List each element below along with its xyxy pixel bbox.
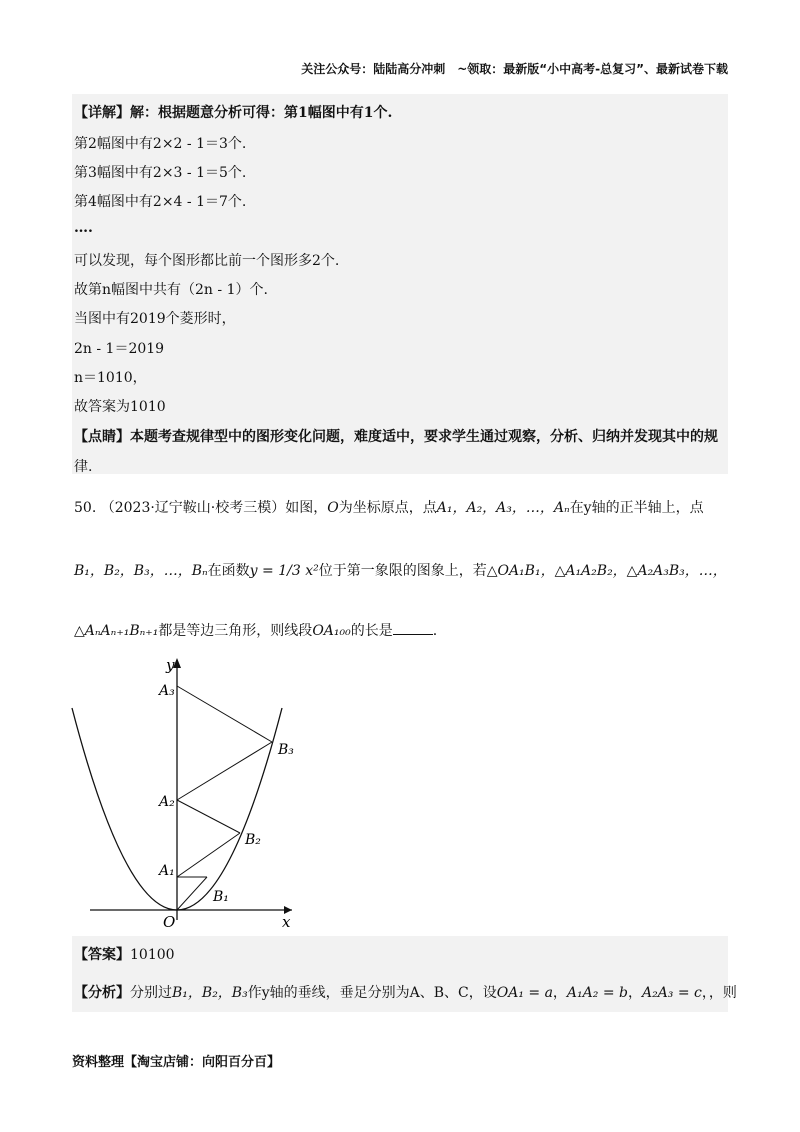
problem-text: 为坐标原点，点	[338, 500, 437, 516]
function-expression: y = 1/3 x²	[249, 563, 319, 579]
problem-text: 的长是	[350, 623, 393, 639]
b-points: B₁，B₂，B₃，…，Bₙ	[74, 563, 208, 579]
solution-line: 【点睛】本题考查规律型中的图形变化问题，难度适中，要求学生通过观察，分析、归纳并发现其中的规	[74, 429, 718, 445]
problem-line-1	[74, 497, 704, 517]
analysis-eq: A₂A₃ = c	[641, 985, 702, 1001]
segment-oa100: OA₁₀₀	[312, 623, 351, 639]
a-points: A₁，A₂，A₃，…，Aₙ	[436, 500, 570, 516]
problem-text: 位于第一象限的图象上，若	[318, 563, 487, 579]
triangle-edge	[177, 800, 240, 833]
solution-line: ….	[74, 220, 93, 236]
solution-line: 律.	[74, 459, 93, 475]
origin-label: O	[163, 913, 176, 931]
problem-text: .	[432, 623, 438, 639]
point-b3-label: B₃	[278, 742, 294, 758]
point-b1-label: B₁	[213, 889, 229, 905]
triangle-n: △AₙAₙ₊₁Bₙ₊₁	[74, 623, 159, 639]
y-axis-label: y	[166, 656, 175, 674]
point-a2-label: A₂	[159, 794, 175, 810]
solution-line: 第4幅图中有2×4 - 1＝7个.	[74, 194, 247, 210]
problem-line-2	[74, 560, 727, 580]
solution-line: n＝1010，	[74, 370, 147, 386]
x-axis-label: x	[282, 913, 291, 931]
answer-label: 【答案】	[74, 947, 130, 963]
solution-line: 当图中有2019个菱形时，	[74, 311, 236, 327]
page-footer: 资料整理【淘宝店铺：向阳百分百】	[72, 1055, 281, 1070]
answer-blank	[393, 622, 433, 635]
answer-line	[74, 944, 175, 964]
solution-line: 故答案为1010	[74, 399, 166, 415]
parabola-figure	[60, 650, 320, 932]
origin-symbol: O	[327, 500, 339, 516]
problem-source: （2023·辽宁鞍山·校考三模）如图，	[100, 500, 328, 516]
solution-line: 第2幅图中有2×2 - 1＝3个.	[74, 136, 247, 152]
analysis-text: 分别过	[130, 985, 172, 1001]
page-header: 关注公众号：陆陆高分冲刺 ~领取：最新版“小中高考-总复习”、最新试卷下载	[301, 62, 728, 76]
analysis-text: 作y轴的垂线，垂足分别为A、B、C，设	[247, 985, 497, 1001]
point-a3-label: A₃	[159, 683, 175, 699]
answer-value: 10100	[130, 947, 175, 963]
point-a1-label: A₁	[159, 863, 175, 879]
problem-line-3	[74, 620, 437, 640]
triangle-edge	[177, 833, 240, 877]
solution-line: 2n - 1＝2019	[74, 341, 165, 357]
triangle-edge	[177, 877, 207, 910]
analysis-points: B₁，B₂，B₃	[172, 985, 248, 1001]
triangles-list: △OA₁B₁，△A₁A₂B₂，△A₂A₃B₃，…，	[486, 563, 727, 579]
solution-line: 第3幅图中有2×3 - 1＝5个.	[74, 165, 247, 181]
problem-text: 在函数	[207, 563, 250, 579]
point-b2-label: B₂	[245, 832, 261, 848]
problem-text: 都是等边三角形，则线段	[158, 623, 313, 639]
problem-text: 在y轴的正半轴上，点	[569, 500, 704, 516]
solution-line: 可以发现，每个图形都比前一个图形多2个.	[74, 253, 340, 269]
analysis-text: ，，则	[701, 985, 737, 1001]
solution-line: 【详解】解：根据题意分析可得：第1幅图中有1个.	[74, 105, 393, 121]
solution-line: 故第n幅图中共有（2n - 1）个.	[74, 282, 268, 298]
analysis-eq: OA₁ = a	[496, 985, 553, 1001]
triangle-edge	[177, 686, 272, 742]
problem-number: 50.	[74, 500, 97, 516]
analysis-eq: A₁A₂ = b	[566, 985, 628, 1001]
analysis-label: 【分析】	[74, 985, 130, 1001]
analysis-line: 【分析】分别过B₁，B₂，B₃作y轴的垂线，垂足分别为A、B、C，设OA₁ = a，A₁A₂ = b，A₂A₃ = c，，则	[74, 985, 737, 1001]
